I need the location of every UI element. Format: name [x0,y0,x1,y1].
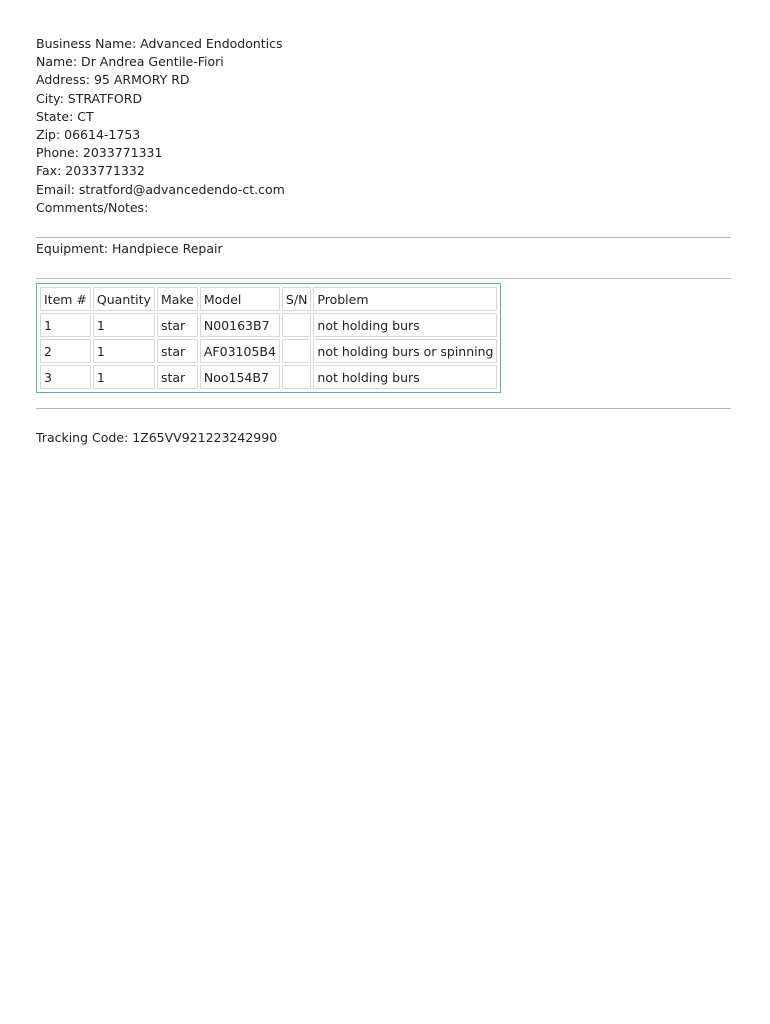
equipment-label: Equipment: Handpiece Repair [36,241,223,256]
address: Address: 95 ARMORY RD [36,72,190,88]
cell-problem: not holding burs [313,313,497,337]
cell-item-number: 1 [40,313,91,337]
cell-item-number: 2 [40,339,91,363]
table-row [40,313,497,337]
cell-make: star [157,339,198,363]
state: State: CT [36,108,94,124]
header-serial-number: S/N [282,287,312,311]
cell-serial-number [282,365,312,389]
comments-notes: Comments/Notes: [36,199,149,215]
table-header-row [40,287,497,311]
cell-quantity: 1 [93,339,155,363]
header-model: Model [200,287,280,311]
cell-problem: not holding burs [313,365,497,389]
cell-quantity: 1 [93,313,155,337]
cell-quantity: 1 [93,365,155,389]
header-problem: Problem [313,287,497,311]
table-row [40,339,497,363]
email: Email: stratford@advancedendo-ct.com [36,181,285,197]
city: City: STRATFORD [36,90,143,106]
divider [36,237,731,238]
header-make: Make [157,287,198,311]
cell-make: star [157,365,198,389]
header-item-number: Item # [40,287,91,311]
cell-model: Noo154B7 [200,365,280,389]
contact-info [36,35,285,217]
cell-serial-number [282,339,312,363]
cell-item-number: 3 [40,365,91,389]
divider [36,278,731,279]
divider [36,408,731,409]
phone: Phone: 2033771331 [36,145,163,161]
cell-make: star [157,313,198,337]
items-table-container [36,283,501,393]
items-table [38,285,499,391]
cell-model: AF03105B4 [200,339,280,363]
table-row [40,365,497,389]
cell-problem: not holding burs or spinning [313,339,497,363]
contact-name: Name: Dr Andrea Gentile-Fiori [36,54,224,70]
tracking-code: Tracking Code: 1Z65VV921223242990 [36,430,278,445]
zip: Zip: 06614-1753 [36,127,141,143]
business-name: Business Name: Advanced Endodontics [36,36,283,51]
cell-serial-number [282,313,312,337]
cell-model: N00163B7 [200,313,280,337]
fax: Fax: 2033771332 [36,163,145,179]
header-quantity: Quantity [93,287,155,311]
